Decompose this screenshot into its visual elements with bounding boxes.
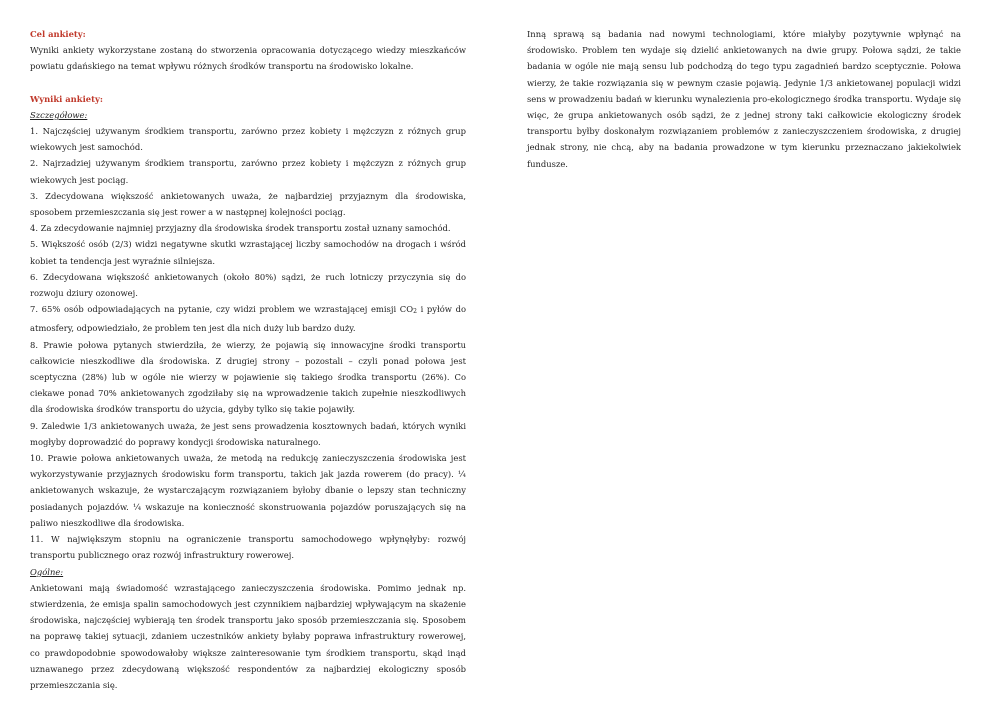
goal-text: Wyniki ankiety wykorzystane zostaną do stworzenia opracowania dotyczącego wiedzy mieszkańców powiatu gdańskiego na temat wpływu różnych środków transportu na środowisko lokalne. — [30, 45, 466, 72]
result-item-1: 1. Najczęściej używanym środkiem transportu, zarówno przez kobiety i mężczyzn z różnych grup wiekowych jest samochód. — [30, 126, 466, 153]
result-item-2: 2. Najrzadziej używanym środkiem transportu, zarówno przez kobiety i mężczyzn z różnych grup wiekowych jest pociąg. — [30, 158, 466, 185]
detailed-results-heading: Szczegółowe: — [30, 109, 88, 120]
results-heading: Wyniki ankiety: — [30, 93, 103, 104]
result-item-9: 9. Zaledwie 1/3 ankietowanych uważa, że jest sens prowadzenia kosztownych badań, których wyniki mogłyby doprowadzić do poprawy kondycji środowiska naturalnego. — [30, 420, 466, 447]
result-item-6: 6. Zdecydowana większość ankietowanych (około 80%) sądzi, że ruch lotniczy przyczynia się do rozwoju dziury ozonowej. — [30, 271, 466, 299]
result-item-7 — [30, 301, 466, 336]
right-column — [527, 26, 961, 172]
result-item-7-text-end: i pyłów do atmosfery, odpowiedziało, że problem ten jest dla nich duży lub bardzo duży. — [30, 304, 467, 334]
result-item-8: 8. Prawie połowa pytanych stwierdziła, że wierzy, że pojawią się innowacyjne środki transportu całkowicie nieszkodliwe dla środowiska. Z drugiej strony – pozostali – czyli ponad połowa jest sceptyczna (28%) lub w ogóle nie wierzy w pojawienie się takiego środka transportu (26%). Co ciekawe ponad 70% ankietowanych zgodziłaby się na wprowadzenie takich zupełnie nieszkodliwych dla środowiska środków transportu do użycia, gdyby tylko się takie pojawiły. — [30, 339, 466, 415]
general-results-text: Ankietowani mają świadomość wzrastającego zanieczyszczenia środowiska. Pomimo jednak np. stwierdzenia, że emisja spalin samochodowych jest czynnikiem najbardziej wpływającym na skażenie środowiska, najczęściej wybierają ten środek transportu jako sposób przemieszczania się. Sposobem na poprawę takiej sytuacji, zdaniem uczestników ankiety byłaby poprawa infrastruktury rowerowej, co prawdopodobnie spowodowałoby większe zainteresowanie tym środkiem transportu, skąd inąd uznawanego przez zdecydowaną większość respondentów za najbardziej ekologiczny sposób przemieszczania się. — [30, 582, 466, 690]
result-item-7-text-start: 7. 65% osób odpowiadających na pytanie, czy widzi problem we wzrastającej emisji CO — [30, 304, 414, 315]
result-item-5: 5. Większość osób (2/3) widzi negatywne skutki wzrastającej liczby samochodów na drogach i wśród kobiet ta tendencja jest wyraźnie silniejsza. — [30, 239, 466, 266]
general-results-heading: Ogólne: — [30, 566, 64, 577]
continuation-text: Inną sprawą są badania nad nowymi technologiami, które miałyby pozytywnie wpłynąć na środowisko. Problem ten wydaje się dzielić ankietowanych na dwie grupy. Połowa sądzi, że takie badania w ogóle nie mają sensu lub podchodzą do tego typu zagadnień bardzo sceptycznie. Połowa wierzy, że takie rozwiązania się w pewnym czasie pojawią. Jedynie 1/3 ankietowanej populacji widzi sens w prowadzeniu badań w kierunku wynalezienia pro-ekologicznego środka transportu. Wydaje się więc, że grupa ankietowanych osób sądzi, że z jednej strony taki całkowicie ekologiczny środek transportu byłby doskonałym rozwiązaniem problemów z zanieczyszczeniem środowiska, z drugiej jednak strony, nie chcą, aby na badania prowadzone w tym kierunku przeznaczano jakiekolwiek fundusze. — [527, 29, 962, 169]
result-item-11: 11. W największym stopniu na ograniczenie transportu samochodowego wpłynęłyby: rozwój transportu publicznego oraz rozwój infrastruktury rowerowej. — [30, 534, 466, 561]
result-item-4: 4. Za zdecydowanie najmniej przyjazny dla środowiska środek transportu został uznany samochód. — [30, 223, 451, 234]
left-column — [30, 26, 466, 693]
goal-heading: Cel ankiety: — [30, 29, 86, 39]
result-item-3: 3. Zdecydowana większość ankietowanych uważa, że najbardziej przyjaznym dla środowiska, sposobem przemieszczania się jest rower a w następnej kolejności pociąg. — [30, 190, 466, 218]
section-spacer — [30, 75, 466, 91]
result-item-10: 10. Prawie połowa ankietowanych uważa, że metodą na redukcję zanieczyszczenia środowiska jest wykorzystywanie przyjaznych środowisku form transportu, takich jak jazda rowerem (do pracy). ¼ ankietowanych wskazuje, że wystarczającym rozwiązaniem byłoby dbanie o lepszy stan techniczny posiadanych pojazdów. ¼ wskazuje na konieczność skonstruowania pojazdów poruszających się na paliwo nieszkodliwe dla środowiska. — [30, 453, 466, 528]
co2-subscript: 2 — [413, 308, 417, 316]
